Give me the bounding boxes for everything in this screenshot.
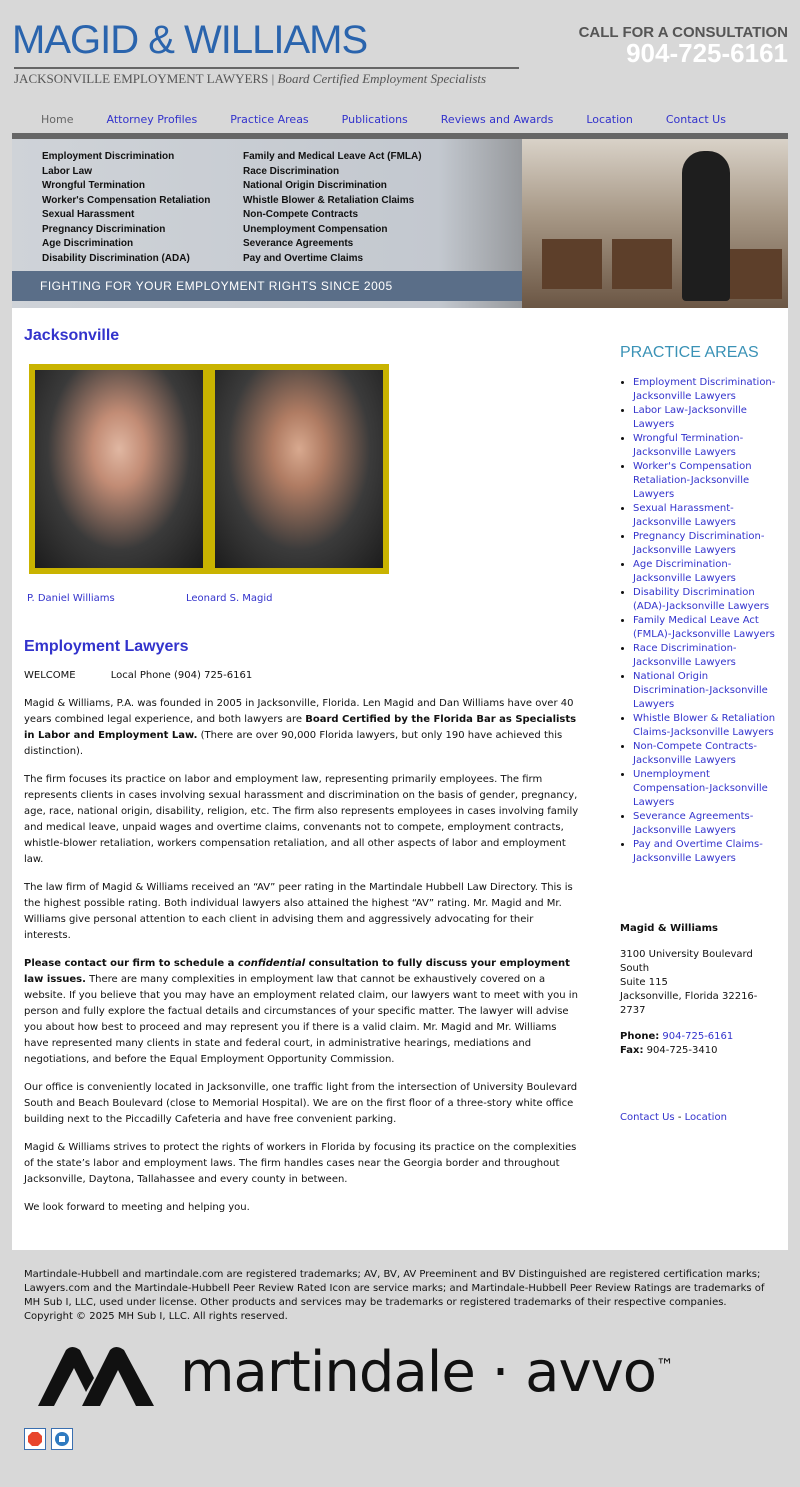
list-item bbox=[633, 740, 780, 768]
list-item bbox=[633, 432, 780, 460]
list-item bbox=[633, 768, 780, 810]
practice-link[interactable]: Race Discrimination-Jacksonville Lawyers bbox=[633, 643, 737, 668]
banner-item: Wrongful Termination bbox=[42, 180, 145, 191]
sidebar-title: PRACTICE AREAS bbox=[620, 344, 759, 361]
consultation-phone[interactable]: 904-725-6161 bbox=[626, 38, 788, 68]
address-line: Jacksonville, Florida 32216-2737 bbox=[620, 991, 758, 1016]
text: There are many complexities in employment law that cannot be exhaustively covered on a website. If you believe that you may have an employment related claim, our lawyers want to meet with you in person and fully explore the factual details and circumstances of your specific matter. The lawyer will advise you about how best to proceed and may represent you if there is a valid claim. Mr. Magid and Mr. Williams have represented many clients in state and federal court, in administrative hearings, mediations and negotiations, and before the Equal Employment Opportunity Commission. bbox=[24, 974, 578, 1065]
nav-contact-us[interactable]: Contact Us bbox=[665, 113, 726, 126]
list-item bbox=[633, 502, 780, 530]
list-item bbox=[633, 404, 780, 432]
paragraph: The firm focuses its practice on labor and employment law, representing primarily employees. The firm represents clients in cases involving sexual harassment and discrimination on the basis of gender, pregnancy, age, race, national origin, disability, religion, etc. The firm also represents employees in cases involving family and medical leave, unpaid wages and overtime claims, convenants not to compete, employment contracts, whistle-blower retaliation, workers compensation retaliation, and all other aspects of labor and employment law. bbox=[24, 774, 579, 865]
practice-link[interactable]: Labor Law-Jacksonville Lawyers bbox=[633, 405, 747, 430]
logo-wordmark bbox=[180, 1340, 673, 1405]
practice-areas-sidebar bbox=[620, 344, 780, 866]
list-item bbox=[633, 642, 780, 670]
stop-sign-icon[interactable] bbox=[24, 1428, 46, 1450]
banner-item: Disability Discrimination (ADA) bbox=[42, 252, 190, 264]
banner-item: Pregnancy Discrimination bbox=[42, 223, 166, 235]
jury-seat bbox=[612, 239, 672, 289]
practice-link[interactable]: Age Discrimination-Jacksonville Lawyers bbox=[633, 559, 736, 584]
tagline-sep: | bbox=[271, 71, 275, 86]
footer-badges bbox=[24, 1428, 73, 1450]
banner-item: Family and Medical Leave Act (FMLA) bbox=[243, 151, 422, 162]
nav-practice-areas[interactable]: Practice Areas bbox=[230, 113, 309, 126]
main-nav bbox=[12, 106, 788, 133]
logo-text: martindale · avvo bbox=[180, 1340, 657, 1405]
banner-col-left bbox=[42, 151, 252, 267]
paragraph bbox=[24, 696, 580, 760]
trademark-symbol: ™ bbox=[656, 1355, 674, 1377]
paragraph: The law firm of Magid & Williams received an “AV” peer rating in the Martindale Hubbell Law Directory. This is the highest possible rating. Both individual lawyers also attained the highest “AV” rating. Mr. Magid and Mr. Williams give personal attention to each client in advising them and aggressively advocating for their interests. bbox=[24, 882, 573, 941]
welcome-label: WELCOME bbox=[24, 670, 76, 681]
practice-link[interactable]: Worker's Compensation Retaliation-Jacksonville Lawyers bbox=[633, 461, 752, 500]
fax-line bbox=[620, 1044, 780, 1058]
banner-item: Pay and Overtime Claims bbox=[243, 252, 364, 264]
nav-home[interactable]: Home bbox=[41, 113, 74, 126]
nav-reviews-awards[interactable]: Reviews and Awards bbox=[440, 113, 554, 126]
list-item bbox=[633, 530, 780, 558]
section-heading: Employment Lawyers bbox=[24, 638, 189, 655]
phone-link[interactable]: 904-725-6161 bbox=[662, 1031, 734, 1042]
tagline-right: Board Certified Employment Specialists bbox=[277, 71, 487, 86]
practice-link[interactable]: Disability Discrimination (ADA)-Jacksonville Lawyers bbox=[633, 587, 770, 612]
practice-link[interactable]: Sexual Harassment-Jacksonville Lawyers bbox=[633, 503, 736, 528]
nav-location[interactable]: Location bbox=[586, 113, 633, 126]
list-item bbox=[633, 670, 780, 712]
paragraph: Magid & Williams strives to protect the rights of workers in Florida by focusing its practice on the complexities of the state’s labor and employment laws. The firm handles cases near the Georgia border and throughout Jacksonville, Daytona, Tallahassee and every county in between. bbox=[24, 1142, 577, 1185]
practice-link[interactable]: Wrongful Termination-Jacksonville Lawyers bbox=[633, 433, 744, 458]
list-item bbox=[633, 810, 780, 838]
footer-legal: Martindale-Hubbell and martindale.com are registered trademarks; AV, BV, AV Preeminent and BV Distinguished are registered certification marks; Lawyers.com and the Martindale-Hubbell Peer Review Rated Icon are service marks; and Martindale-Hubbell Peer Review Ratings are trademarks of MH Sub I, LLC, used under license. Other products and services may be trademarks or registered trademarks of their respective companies. Copyright © 2025 MH Sub I, LLC. All rights reserved. bbox=[24, 1269, 765, 1322]
jury-seat bbox=[722, 249, 782, 299]
attorney-link-magid[interactable]: Leonard S. Magid bbox=[186, 593, 273, 604]
banner-item: Labor Law bbox=[42, 165, 93, 177]
nav-publications[interactable]: Publications bbox=[341, 113, 408, 126]
practice-link[interactable]: Severance Agreements-Jacksonville Lawyers bbox=[633, 811, 754, 836]
practice-link[interactable]: Employment Discrimination-Jacksonville Lawyers bbox=[633, 377, 776, 402]
banner-item: Unemployment Compensation bbox=[243, 223, 388, 235]
practice-link[interactable]: National Origin Discrimination-Jacksonville Lawyers bbox=[633, 671, 768, 710]
attorney-link-williams[interactable]: P. Daniel Williams bbox=[27, 593, 115, 604]
address-line: Suite 115 bbox=[620, 977, 668, 988]
fax-number: 904-725-3410 bbox=[646, 1045, 718, 1056]
list-item bbox=[633, 614, 780, 642]
text: consultation to fully discuss your employment law issues. bbox=[24, 958, 570, 985]
address-line: 3100 University Boulevard South bbox=[620, 949, 753, 974]
practice-areas-list bbox=[620, 376, 780, 866]
list-item bbox=[633, 376, 780, 404]
link-separator: - bbox=[677, 1112, 682, 1123]
practice-link[interactable]: Pregnancy Discrimination-Jacksonville Lawyers bbox=[633, 531, 765, 556]
hero-banner bbox=[12, 139, 788, 308]
phone-line bbox=[620, 1030, 780, 1044]
banner-col-right bbox=[243, 151, 453, 267]
welcome-line bbox=[24, 668, 580, 684]
martindale-avvo-logo[interactable] bbox=[36, 1340, 766, 1420]
fax-label: Fax: bbox=[620, 1045, 644, 1056]
italic-text: confidential bbox=[237, 958, 306, 969]
banner-item: Age Discrimination bbox=[42, 238, 134, 249]
banner-item: Severance Agreements bbox=[243, 238, 354, 249]
practice-link[interactable]: Non-Compete Contracts-Jacksonville Lawyers bbox=[633, 741, 757, 766]
location-link[interactable]: Location bbox=[684, 1112, 727, 1123]
williams-photo bbox=[35, 370, 203, 568]
banner-item: Worker's Compensation Retaliation bbox=[42, 194, 211, 206]
banner-tagline: FIGHTING FOR YOUR EMPLOYMENT RIGHTS SINCE 2005 bbox=[12, 271, 522, 301]
page-title: Jacksonville bbox=[24, 327, 120, 344]
banner-item: Employment Discrimination bbox=[42, 151, 175, 162]
practice-link[interactable]: Pay and Overtime Claims-Jacksonville Lawyers bbox=[633, 839, 763, 864]
list-item bbox=[633, 712, 780, 740]
tagline-left: JACKSONVILLE EMPLOYMENT LAWYERS bbox=[14, 71, 269, 86]
attorney-photos bbox=[29, 364, 389, 574]
text: Magid & Williams, P.A. was founded in 2005 in Jacksonville, Florida. Len Magid and Dan Williams have over 40 years combined legal experience, and both lawyers are bbox=[24, 698, 574, 725]
martindale-mark-icon bbox=[36, 1344, 156, 1410]
banner-item: Sexual Harassment bbox=[42, 209, 135, 220]
paragraph bbox=[24, 956, 580, 1068]
lawyer-figure bbox=[682, 151, 730, 301]
magid-photo bbox=[215, 370, 383, 568]
paragraph: Our office is conveniently located in Jacksonville, one traffic light from the intersection of University Boulevard South and Beach Boulevard (close to Memorial Hospital). We are on the first floor of a three-story white office building next to the Piccadilly Cafeteria and have free convenient parking. bbox=[24, 1082, 578, 1125]
list-item bbox=[633, 558, 780, 586]
office-address bbox=[620, 922, 780, 1058]
main-content bbox=[12, 308, 788, 1250]
contact-us-link[interactable]: Contact Us bbox=[620, 1112, 675, 1123]
practice-link[interactable]: Unemployment Compensation-Jacksonville Lawyers bbox=[633, 769, 768, 808]
banner-item: Non-Compete Contracts bbox=[243, 209, 359, 220]
list-item bbox=[633, 838, 780, 866]
firm-tagline bbox=[14, 67, 519, 87]
practice-link[interactable]: Family Medical Leave Act (FMLA)-Jacksonville Lawyers bbox=[633, 615, 775, 640]
firm-logo[interactable]: MAGID & WILLIAMS bbox=[12, 18, 368, 62]
practice-link[interactable]: Whistle Blower & Retaliation Claims-Jacksonville Lawyers bbox=[633, 713, 776, 738]
phone-label: Phone: bbox=[620, 1031, 660, 1042]
text: (There are over 90,000 Florida lawyers, but only 190 have achieved this distinction). bbox=[24, 730, 563, 757]
list-item bbox=[633, 460, 780, 502]
courtroom-photo bbox=[522, 139, 788, 308]
consultation-label: CALL FOR A CONSULTATION bbox=[578, 24, 788, 41]
paragraph: We look forward to meeting and helping you. bbox=[24, 1202, 250, 1213]
text: Please contact our firm to schedule a bbox=[24, 958, 238, 969]
banner-item: National Origin Discrimination bbox=[243, 180, 387, 191]
banner-item: Whistle Blower & Retaliation Claims bbox=[243, 194, 415, 206]
nav-attorney-profiles[interactable]: Attorney Profiles bbox=[106, 113, 198, 126]
jury-seat bbox=[542, 239, 602, 289]
accessibility-icon[interactable] bbox=[51, 1428, 73, 1450]
firm-name: Magid & Williams bbox=[620, 923, 718, 934]
list-item bbox=[633, 586, 780, 614]
local-phone: Local Phone (904) 725-6161 bbox=[110, 670, 253, 681]
banner-item: Race Discrimination bbox=[243, 165, 340, 177]
bold-text: Board Certified by the Florida Bar as Specialists in Labor and Employment Law. bbox=[24, 714, 577, 741]
article-body bbox=[24, 668, 580, 1228]
sidebar-links bbox=[620, 1112, 727, 1123]
